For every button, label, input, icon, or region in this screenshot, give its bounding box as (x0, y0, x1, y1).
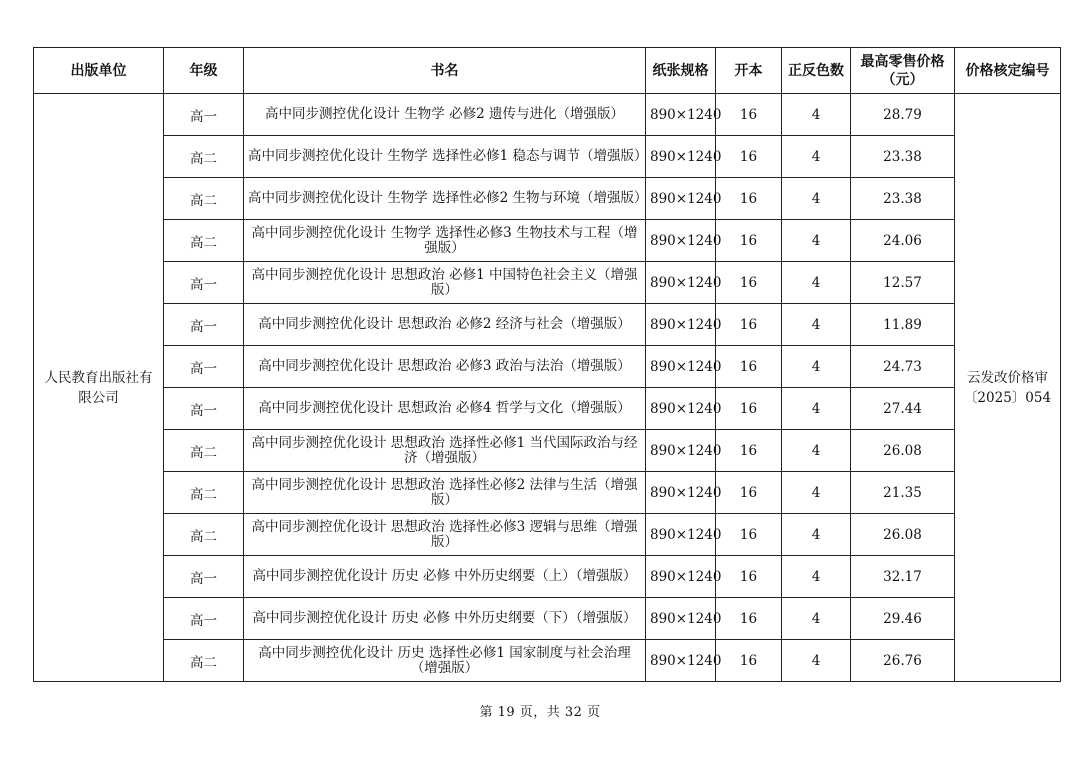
grade-cell: 高二 (164, 220, 244, 262)
format-cell: 16 (716, 598, 782, 640)
colors-cell: 4 (782, 388, 851, 430)
colors-cell: 4 (782, 556, 851, 598)
price-cell: 12.57 (851, 262, 955, 304)
paper-spec-cell: 890×1240 (646, 178, 716, 220)
paper-spec-cell: 890×1240 (646, 430, 716, 472)
grade-cell: 高二 (164, 136, 244, 178)
format-cell: 16 (716, 388, 782, 430)
table-row (34, 472, 1061, 514)
header-grade: 年级 (164, 48, 244, 94)
grade-cell: 高二 (164, 178, 244, 220)
book-title-cell: 高中同步测控优化设计 思想政治 选择性必修2 法律与生活（增强版） (244, 472, 646, 514)
paper-spec-cell: 890×1240 (646, 94, 716, 136)
paper-spec-cell: 890×1240 (646, 472, 716, 514)
book-title-cell: 高中同步测控优化设计 思想政治 必修4 哲学与文化（增强版） (244, 388, 646, 430)
price-cell: 28.79 (851, 94, 955, 136)
book-title-cell: 高中同步测控优化设计 历史 必修 中外历史纲要（下）（增强版） (244, 598, 646, 640)
table-row (34, 94, 1061, 136)
price-cell: 21.35 (851, 472, 955, 514)
colors-cell: 4 (782, 598, 851, 640)
table-row (34, 178, 1061, 220)
book-title-cell: 高中同步测控优化设计 生物学 选择性必修3 生物技术与工程（增强版） (244, 220, 646, 262)
grade-cell: 高二 (164, 640, 244, 682)
colors-cell: 4 (782, 514, 851, 556)
grade-cell: 高二 (164, 430, 244, 472)
paper-spec-cell: 890×1240 (646, 556, 716, 598)
table-row (34, 262, 1061, 304)
grade-cell: 高一 (164, 262, 244, 304)
format-cell: 16 (716, 472, 782, 514)
paper-spec-cell: 890×1240 (646, 262, 716, 304)
colors-cell: 4 (782, 472, 851, 514)
grade-cell: 高一 (164, 94, 244, 136)
book-title-cell: 高中同步测控优化设计 历史 必修 中外历史纲要（上）（增强版） (244, 556, 646, 598)
price-cell: 27.44 (851, 388, 955, 430)
price-cell: 23.38 (851, 178, 955, 220)
publisher-cell: 人民教育出版社有限公司 (34, 94, 164, 682)
grade-cell: 高一 (164, 388, 244, 430)
paper-spec-cell: 890×1240 (646, 388, 716, 430)
price-cell: 24.06 (851, 220, 955, 262)
colors-cell: 4 (782, 346, 851, 388)
book-title-cell: 高中同步测控优化设计 生物学 选择性必修2 生物与环境（增强版） (244, 178, 646, 220)
header-row (34, 48, 1061, 94)
grade-cell: 高一 (164, 346, 244, 388)
paper-spec-cell: 890×1240 (646, 136, 716, 178)
colors-cell: 4 (782, 430, 851, 472)
table-row (34, 136, 1061, 178)
paper-spec-cell: 890×1240 (646, 640, 716, 682)
approval-number-cell: 云发改价格审〔2025〕054 (955, 94, 1061, 682)
paper-spec-cell: 890×1240 (646, 304, 716, 346)
header-colors: 正反色数 (782, 48, 851, 94)
table-row (34, 388, 1061, 430)
table-row (34, 430, 1061, 472)
price-cell: 23.38 (851, 136, 955, 178)
format-cell: 16 (716, 220, 782, 262)
colors-cell: 4 (782, 304, 851, 346)
colors-cell: 4 (782, 640, 851, 682)
table-row (34, 598, 1061, 640)
format-cell: 16 (716, 304, 782, 346)
table-row (34, 640, 1061, 682)
book-title-cell: 高中同步测控优化设计 思想政治 选择性必修1 当代国际政治与经济（增强版） (244, 430, 646, 472)
price-cell: 29.46 (851, 598, 955, 640)
header-paper-spec: 纸张规格 (646, 48, 716, 94)
format-cell: 16 (716, 430, 782, 472)
book-title-cell: 高中同步测控优化设计 生物学 必修2 遗传与进化（增强版） (244, 94, 646, 136)
price-cell: 32.17 (851, 556, 955, 598)
book-title-cell: 高中同步测控优化设计 思想政治 必修3 政治与法治（增强版） (244, 346, 646, 388)
grade-cell: 高一 (164, 598, 244, 640)
header-approval-no: 价格核定编号 (955, 48, 1061, 94)
price-table (33, 47, 1061, 682)
format-cell: 16 (716, 94, 782, 136)
header-format: 开本 (716, 48, 782, 94)
page-footer: 第 19 页，共 32 页 (479, 705, 601, 720)
format-cell: 16 (716, 262, 782, 304)
grade-cell: 高一 (164, 304, 244, 346)
price-cell: 26.08 (851, 514, 955, 556)
paper-spec-cell: 890×1240 (646, 514, 716, 556)
format-cell: 16 (716, 136, 782, 178)
colors-cell: 4 (782, 220, 851, 262)
book-title-cell: 高中同步测控优化设计 思想政治 必修1 中国特色社会主义（增强版） (244, 262, 646, 304)
colors-cell: 4 (782, 94, 851, 136)
grade-cell: 高一 (164, 556, 244, 598)
table-row (34, 514, 1061, 556)
paper-spec-cell: 890×1240 (646, 346, 716, 388)
colors-cell: 4 (782, 178, 851, 220)
book-title-cell: 高中同步测控优化设计 生物学 选择性必修1 稳态与调节（增强版） (244, 136, 646, 178)
table-row (34, 220, 1061, 262)
price-cell: 26.76 (851, 640, 955, 682)
format-cell: 16 (716, 640, 782, 682)
grade-cell: 高二 (164, 472, 244, 514)
table-row (34, 304, 1061, 346)
colors-cell: 4 (782, 262, 851, 304)
format-cell: 16 (716, 346, 782, 388)
grade-cell: 高二 (164, 514, 244, 556)
price-cell: 24.73 (851, 346, 955, 388)
book-title-cell: 高中同步测控优化设计 历史 选择性必修1 国家制度与社会治理（增强版） (244, 640, 646, 682)
price-cell: 11.89 (851, 304, 955, 346)
paper-spec-cell: 890×1240 (646, 598, 716, 640)
table-row (34, 556, 1061, 598)
header-publisher: 出版单位 (34, 48, 164, 94)
header-title: 书名 (244, 48, 646, 94)
book-title-cell: 高中同步测控优化设计 思想政治 选择性必修3 逻辑与思维（增强版） (244, 514, 646, 556)
book-title-cell: 高中同步测控优化设计 思想政治 必修2 经济与社会（增强版） (244, 304, 646, 346)
table-row (34, 346, 1061, 388)
format-cell: 16 (716, 556, 782, 598)
format-cell: 16 (716, 514, 782, 556)
paper-spec-cell: 890×1240 (646, 220, 716, 262)
format-cell: 16 (716, 178, 782, 220)
header-max-price: 最高零售价格（元） (851, 48, 955, 94)
price-cell: 26.08 (851, 430, 955, 472)
colors-cell: 4 (782, 136, 851, 178)
